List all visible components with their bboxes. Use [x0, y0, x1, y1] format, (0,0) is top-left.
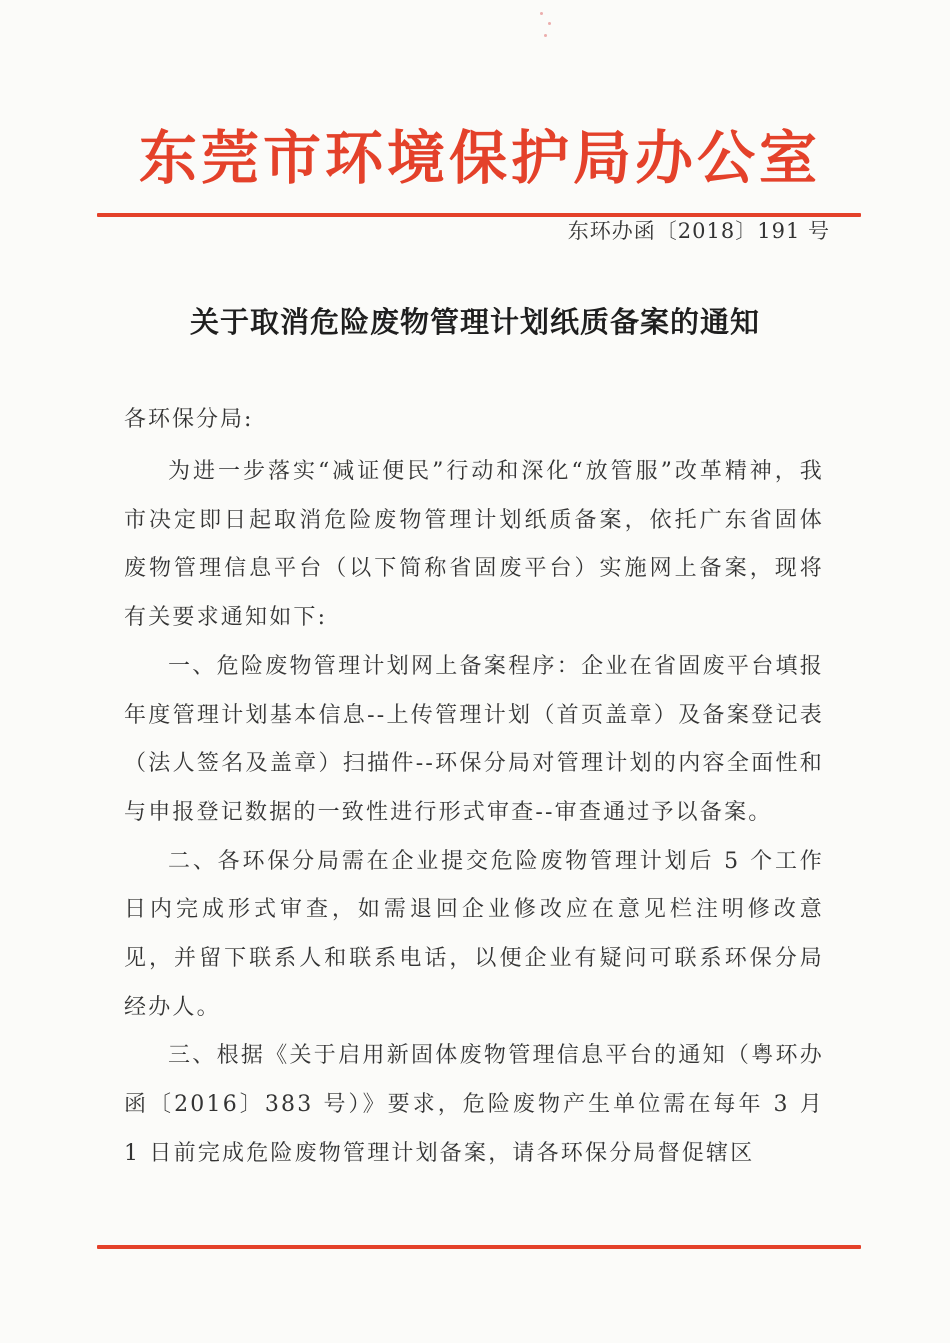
notice-title: 关于取消危险废物管理计划纸质备案的通知: [189, 305, 760, 339]
notice-body: [124, 448, 824, 1179]
issuing-office-header: 东莞市环境保护局办公室: [138, 124, 821, 192]
body-paragraph: 一、危险废物管理计划网上备案程序：企业在省固废平台填报年度管理计划基本信息--上传管理计划（首页盖章）及备案登记表（法人签名及盖章）扫描件--环保分局对管理计划的内容全面性和与申报登记数据的一致性进行形式审查--审查通过予以备案。: [124, 653, 824, 825]
scan-speck: [544, 34, 547, 37]
body-paragraph: 三、根据《关于启用新固体废物管理信息平台的通知（粤环办函〔2016〕383 号）》要求，危险废物产生单位需在每年 3 月 1 日前完成危险废物管理计划备案，请各环保分局督促辖区: [124, 1043, 824, 1166]
document-number: 东环办函〔2018〕191 号: [567, 219, 830, 243]
footer-red-rule: [97, 1245, 861, 1249]
scan-speck: [540, 12, 543, 15]
scan-speck: [548, 22, 551, 25]
body-paragraph: 二、各环保分局需在企业提交危险废物管理计划后 5 个工作日内完成形式审查，如需退回企业修改应在意见栏注明修改意见，并留下联系人和联系电话，以便企业有疑问可联系环保分局经办人。: [124, 848, 824, 1020]
body-paragraph: 为进一步落实“减证便民”行动和深化“放管服”改革精神，我市决定即日起取消危险废物管理计划纸质备案，依托广东省固体废物管理信息平台（以下简称省固废平台）实施网上备案，现将有关要求通知如下:: [124, 459, 824, 631]
salutation: 各环保分局:: [124, 407, 254, 432]
